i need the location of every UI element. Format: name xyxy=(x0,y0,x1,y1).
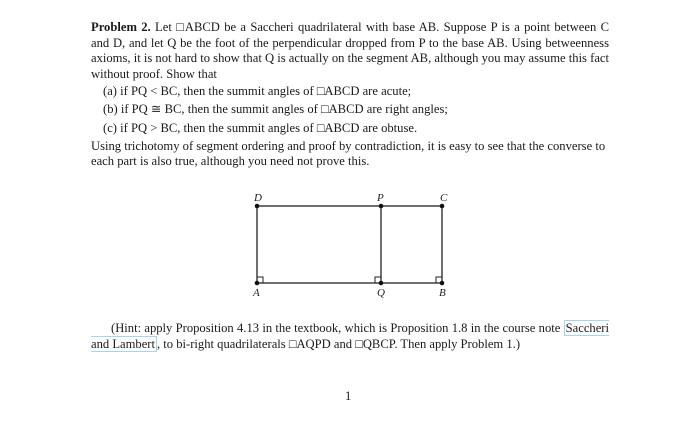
part-a: (a) if PQ < BC, then the summit angles of □ABCD are acute; xyxy=(103,84,412,99)
course-note-link[interactable]: Saccheri and Lambert xyxy=(91,321,609,351)
label-a: A xyxy=(253,287,260,299)
converse-note: Using trichotomy of segment ordering and proof by contradiction, it is easy to see that the converse to each part is also true, although you need not prove this. xyxy=(91,138,606,169)
label-p: P xyxy=(377,192,384,204)
problem-label: Problem 2. xyxy=(91,20,151,34)
problem-statement xyxy=(91,20,609,170)
label-b: B xyxy=(439,287,446,299)
point-c xyxy=(440,204,445,209)
point-d xyxy=(255,204,260,209)
label-q: Q xyxy=(377,287,385,299)
saccheri-figure xyxy=(240,190,460,305)
label-d: D xyxy=(254,192,262,204)
problem-parts xyxy=(91,84,609,136)
hint-paragraph xyxy=(91,321,609,352)
point-a xyxy=(255,281,260,286)
part-c: (c) if PQ > BC, then the summit angles of □ABCD are obtuse. xyxy=(103,120,418,135)
quadrilateral-abcd xyxy=(257,206,442,283)
point-q xyxy=(379,281,384,286)
problem-intro xyxy=(91,20,609,82)
part-b: (b) if PQ ≅ BC, then the summit angles of □ABCD are right angles; xyxy=(103,102,448,117)
label-c: C xyxy=(440,192,448,204)
quadrilateral-diagram xyxy=(240,190,460,305)
hint-text-before: (Hint: apply Proposition 4.13 in the textbook, which is Proposition 1.8 in the course note xyxy=(111,321,564,335)
point-b xyxy=(440,281,445,286)
point-p xyxy=(379,204,384,209)
hint-text-after: , to bi-right quadrilaterals □AQPD and □QBCP. Then apply Problem 1.) xyxy=(157,336,521,351)
problem-intro-text: Let □ABCD be a Saccheri quadrilateral with base AB. Suppose P is a point between C and D, and let Q be the foot of the perpendicular dropped from P to the base AB. Using betweenness axioms, it is not hard to show that Q is actually on the segment AB, although you may assume this fact without proof. Show that xyxy=(91,20,610,81)
page-number: 1 xyxy=(345,389,352,403)
